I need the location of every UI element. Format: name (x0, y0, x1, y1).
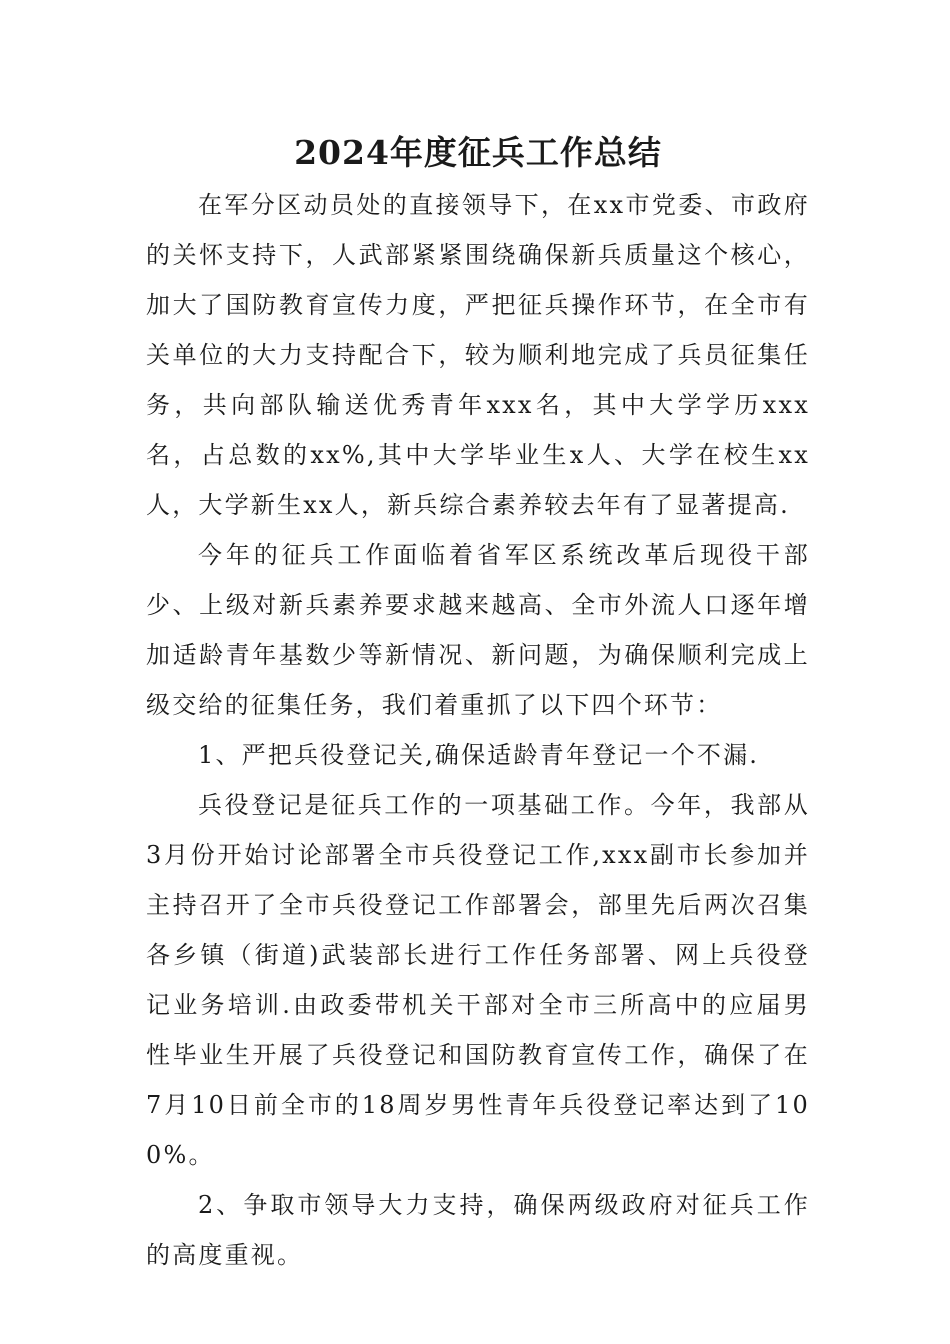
paragraph-registration: 兵役登记是征兵工作的一项基础工作。今年，我部从3月份开始讨论部署全市兵役登记工作,xxx副市长参加并主持召开了全市兵役登记工作部署会，部里先后两次召集各乡镇（街道)武装部长进行工作任务部署、网上兵役登记业务培训.由政委带机关干部对全市三所高中的应届男性毕业生开展了兵役登记和国防教育宣传工作，确保了在7月10日前全市的18周岁男性青年兵役登记率达到了100%。 (146, 791, 810, 1169)
document-title: 2024年度征兵工作总结 (294, 133, 662, 172)
section-heading-1: 1、严把兵役登记关,确保适龄青年登记一个不漏. (198, 741, 760, 769)
paragraph-intro: 在军分区动员处的直接领导下，在xx市党委、市政府的关怀支持下，人武部紧紧围绕确保新兵质量这个核心，加大了国防教育宣传力度，严把征兵操作环节，在全市有关单位的大力支持配合下，较为顺利地完成了兵员征集任务，共向部队输送优秀青年xxx名，其中大学学历xxx名，占总数的xx%,其中大学毕业生x人、大学在校生xx人，大学新生xx人，新兵综合素养较去年有了显著提高. (146, 191, 810, 519)
section-heading-2: 2、争取市领导大力支持，确保两级政府对征兵工作的高度重视。 (146, 1191, 810, 1269)
paragraph-challenges: 今年的征兵工作面临着省军区系统改革后现役干部少、上级对新兵素养要求越来越高、全市外流人口逐年增加适龄青年基数少等新情况、新问题，为确保顺利完成上级交给的征集任务，我们着重抓了以下四个环节： (146, 541, 810, 719)
